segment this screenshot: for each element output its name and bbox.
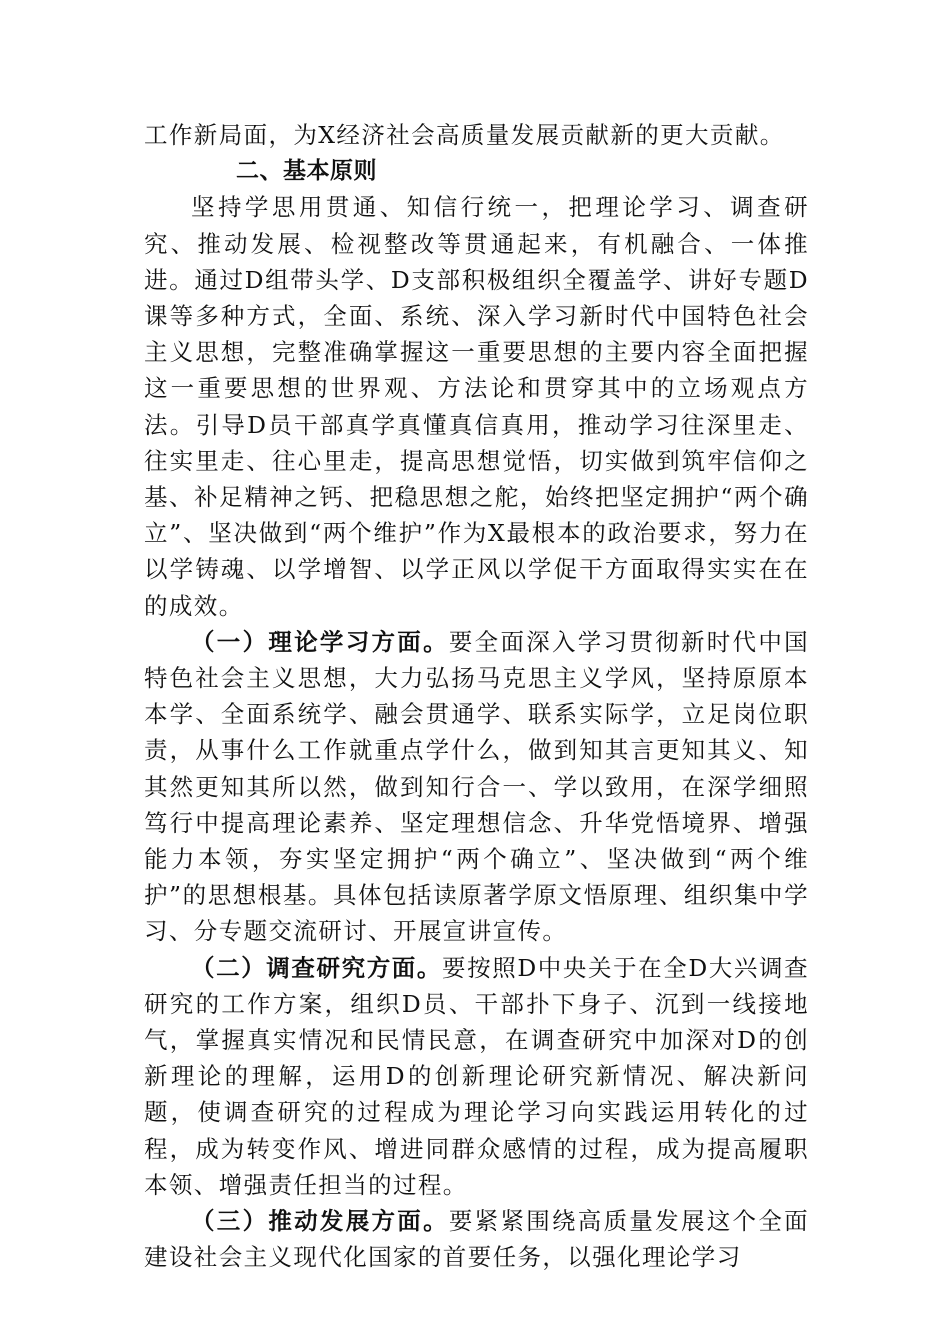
paragraph-development bbox=[144, 1203, 809, 1275]
section-lead-investigation: （二）调查研究方面。 bbox=[191, 953, 443, 982]
section-body-development: 要紧紧围绕高质量发展这个全面建设社会主义现代化国家的首要任务，以强化理论学习 bbox=[144, 1207, 809, 1272]
section-lead-development: （三）推动发展方面。 bbox=[191, 1207, 449, 1236]
paragraph-theory-study bbox=[144, 624, 809, 950]
document-body bbox=[144, 117, 809, 1276]
section-heading-basic-principles: 二、基本原则 bbox=[236, 158, 377, 185]
paragraph-investigation bbox=[144, 950, 809, 1203]
paragraph-continuation: 工作新局面，为X经济社会高质量发展贡献新的更大贡献。 bbox=[144, 121, 785, 149]
paragraph-principles: 坚持学思用贯通、知信行统一，把理论学习、调查研究、推动发展、检视整改等贯通起来，有机融合、一体推进。通过D组带头学、D支部积极组织全覆盖学、讲好专题D课等多种方式，全面、系统、深入学习新时代中国特色社会主义思想，完整准确掌握这一重要思想的主要内容全面把握这一重要思想的世界观、方法论和贯穿其中的立场观点方法。引导D员干部真学真懂真信真用，推动学习往深里走、往实里走、往心里走，提高思想觉悟，切实做到筑牢信仰之基、补足精神之钙、把稳思想之舵，始终把坚定拥护“两个确立”、坚决做到“两个维护”作为X最根本的政治要求，努力在以学铸魂、以学增智、以学正风以学促干方面取得实实在在的成效。 bbox=[144, 193, 809, 620]
section-body-theory-study: 要全面深入学习贯彻新时代中国特色社会主义思想，大力弘扬马克思主义学风，坚持原原本本学、全面系统学、融会贯通学、联系实际学，立足岗位职责，从事什么工作就重点学什么，做到知其言更知其义、知其然更知其所以然，做到知行合一、学以致用，在深学细照笃行中提高理论素养、坚定理想信念、升华党悟境界、增强能力本领，夯实坚定拥护“两个确立”、坚决做到“两个维护”的思想根基。具体包括读原著学原文悟原理、组织集中学习、分专题交流研讨、开展宣讲宣传。 bbox=[144, 627, 809, 946]
section-lead-theory-study: （一）理论学习方面。 bbox=[191, 627, 449, 656]
section-body-investigation: 要按照D中央关于在全D大兴调查研究的工作方案，组织D员、干部扑下身子、沉到一线接地气，掌握真实情况和民情民意，在调查研究中加深对D的创新理论的理解，运用D的创新理论研究新情况、解决新问题，使调查研究的过程成为理论学习向实践运用转化的过程，成为转变作风、增进同群众感情的过程，成为提高履职本领、增强责任担当的过程。 bbox=[144, 953, 810, 1199]
